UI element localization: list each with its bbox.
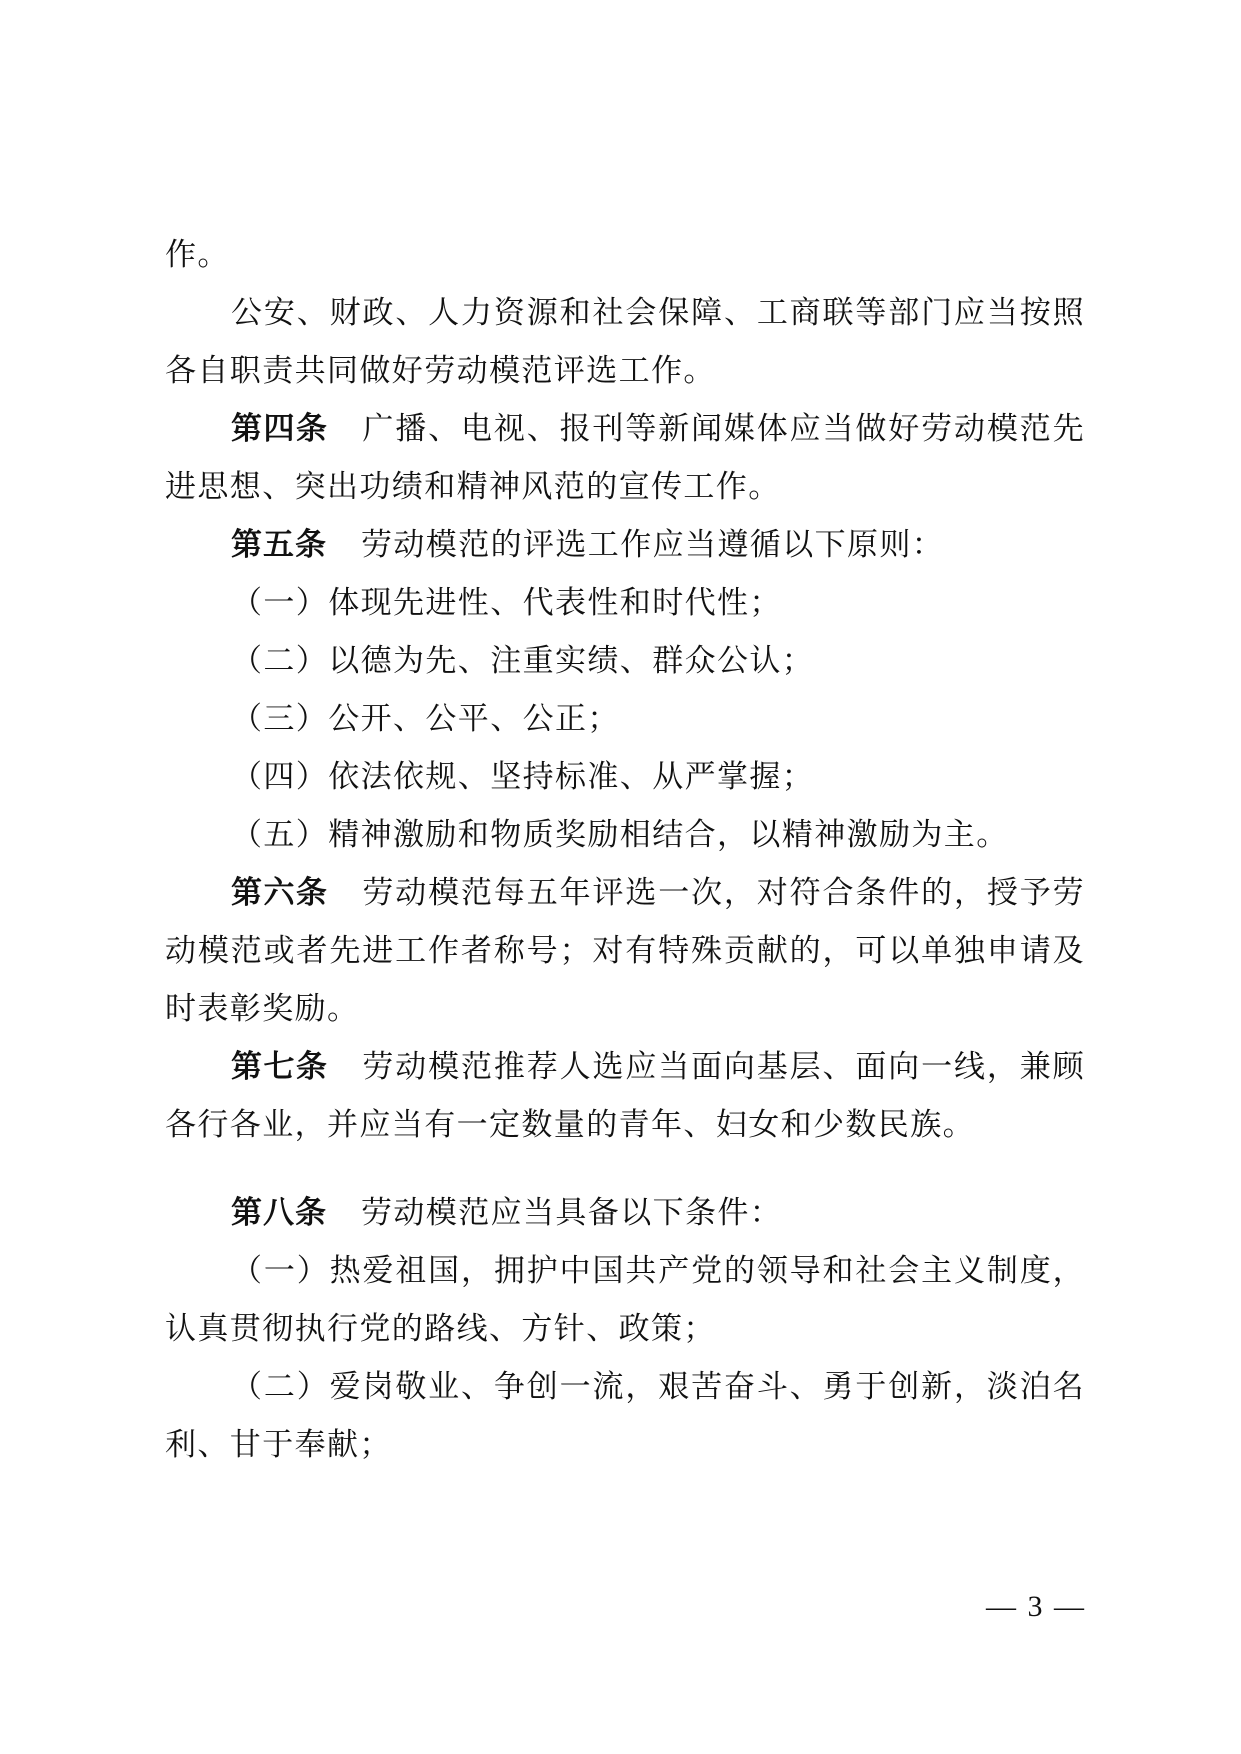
article-5 (165, 516, 1085, 574)
article-6-label: 第六条 (231, 875, 329, 911)
article-8-item-2: （二）爱岗敬业、争创一流，艰苦奋斗、勇于创新，淡泊名利、甘于奉献； (165, 1369, 1085, 1463)
article-8 (165, 1184, 1085, 1242)
article-5-label: 第五条 (231, 527, 327, 563)
body-text (165, 226, 1085, 1474)
article-5-item-3: （三）公开、公平、公正； (231, 701, 620, 737)
article-5-item-2: （二）以德为先、注重实绩、群众公认； (231, 643, 815, 679)
article-7-text: 劳动模范推荐人选应当面向基层、面向一线，兼顾各行各业，并应当有一定数量的青年、妇女和少数民族。 (165, 1049, 1085, 1143)
article-4 (165, 400, 1085, 516)
continuation-text: 作。 (165, 237, 230, 273)
article-8-label: 第八条 (231, 1195, 327, 1231)
article-7 (165, 1038, 1085, 1154)
article-5-item-1: （一）体现先进性、代表性和时代性； (231, 585, 782, 621)
article-8-text: 劳动模范应当具备以下条件： (361, 1195, 783, 1231)
article-4-text: 广播、电视、报刊等新闻媒体应当做好劳动模范先进思想、突出功绩和精神风范的宣传工作。 (165, 411, 1085, 505)
article-4-label: 第四条 (231, 411, 329, 447)
page-number: — 3 — (986, 1590, 1086, 1623)
article-8-item-1: （一）热爱祖国，拥护中国共产党的领导和社会主义制度，认真贯彻执行党的路线、方针、政策； (165, 1253, 1085, 1347)
article-6 (165, 864, 1085, 1038)
article-5-text: 劳动模范的评选工作应当遵循以下原则： (361, 527, 945, 563)
article-7-label: 第七条 (231, 1049, 329, 1085)
article-5-item-4: （四）依法依规、坚持标准、从严掌握； (231, 759, 815, 795)
article-5-item-5: （五）精神激励和物质奖励相结合，以精神激励为主。 (231, 817, 1009, 853)
article-6-text: 劳动模范每五年评选一次，对符合条件的，授予劳动模范或者先进工作者称号；对有特殊贡献的，可以单独申请及时表彰奖励。 (165, 875, 1085, 1027)
paragraph-departments: 公安、财政、人力资源和社会保障、工商联等部门应当按照各自职责共同做好劳动模范评选工作。 (165, 295, 1085, 389)
